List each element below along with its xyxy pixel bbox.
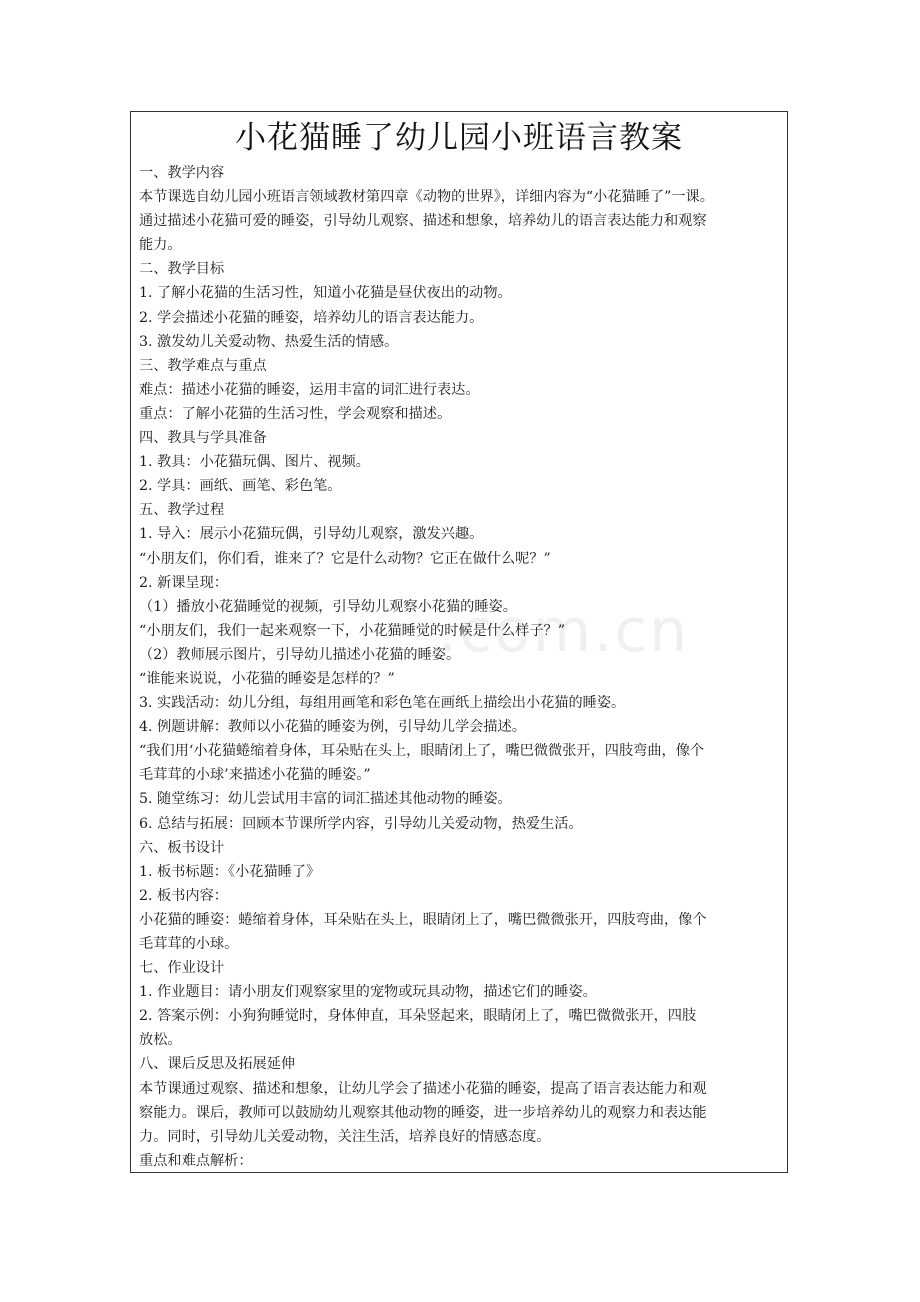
list-item: 1. 了解小花猫的生活习性，知道小花猫是昼伏夜出的动物。 <box>139 285 512 302</box>
text-line: 重点：了解小花猫的生活习性，学会观察和描述。 <box>139 405 452 422</box>
quote-line: “谁能来说说，小花猫的睡姿是怎样的？” <box>139 670 395 687</box>
list-item: 3. 激发幼儿关爱动物、热爱生活的情感。 <box>139 333 399 350</box>
text-line: 难点：描述小花猫的睡姿，运用丰富的词汇进行表达。 <box>139 381 480 398</box>
document-frame <box>130 111 788 1173</box>
section-heading: 六、板书设计 <box>139 839 225 856</box>
text-line: 本节课选自幼儿园小班语言领域教材第四章《动物的世界》，详细内容为“小花猫睡了”一课。 <box>139 189 714 206</box>
section-heading: 七、作业设计 <box>139 960 225 977</box>
list-item: 1. 板书标题：《小花猫睡了》 <box>139 863 321 880</box>
text-line: 放松。 <box>139 1032 182 1049</box>
quote-line: “小朋友们，你们看，谁来了？它是什么动物？它正在做什么呢？” <box>139 550 551 567</box>
list-item: 2. 板书内容： <box>139 887 228 904</box>
text-line: （2）教师展示图片，引导幼儿描述小花猫的睡姿。 <box>139 646 461 663</box>
list-item: 2. 新课呈现： <box>139 574 228 591</box>
list-item: 1. 教具：小花猫玩偶、图片、视频。 <box>139 454 370 471</box>
section-heading: 三、教学难点与重点 <box>139 357 267 374</box>
document-title: 小花猫睡了幼儿园小班语言教案 <box>235 120 683 156</box>
text-line: 能力。 <box>139 237 182 254</box>
list-item: 2. 学会描述小花猫的睡姿，培养幼儿的语言表达能力。 <box>139 309 484 326</box>
text-line: （1）播放小花猫睡觉的视频，引导幼儿观察小花猫的睡姿。 <box>139 598 517 615</box>
text-line: 重点和难点解析： <box>139 1152 253 1169</box>
section-heading: 五、教学过程 <box>139 502 225 519</box>
list-item: 3. 实践活动：幼儿分组，每组用画笔和彩色笔在画纸上描绘出小花猫的睡姿。 <box>139 695 626 712</box>
text-line: 小花猫的睡姿：蜷缩着身体，耳朵贴在头上，眼睛闭上了，嘴巴微微张开，四肢弯曲，像个 <box>139 911 707 928</box>
section-heading: 八、课后反思及拓展延伸 <box>139 1056 296 1073</box>
list-item: 2. 学具：画纸、画笔、彩色笔。 <box>139 478 342 495</box>
list-item: 5. 随堂练习：幼儿尝试用丰富的词汇描述其他动物的睡姿。 <box>139 791 512 808</box>
text-line: 本节课通过观察、描述和想象，让幼儿学会了描述小花猫的睡姿，提高了语言表达能力和观 <box>139 1080 707 1097</box>
quote-line: 毛茸茸的小球’来描述小花猫的睡姿。” <box>139 767 371 784</box>
list-item: 1. 作业题目：请小朋友们观察家里的宠物或玩具动物，描述它们的睡姿。 <box>139 984 597 1001</box>
quote-line: “小朋友们，我们一起来观察一下，小花猫睡觉的时候是什么样子？” <box>139 622 565 639</box>
quote-line: “我们用‘小花猫蜷缩着身体，耳朵贴在头上，眼睛闭上了，嘴巴微微张开，四肢弯曲，像个 <box>139 743 705 760</box>
list-item: 2. 答案示例：小狗狗睡觉时，身体伸直，耳朵竖起来，眼睛闭上了，嘴巴微微张开，四肢 <box>139 1008 697 1025</box>
text-line: 力。同时，引导幼儿关爱动物，关注生活，培养良好的情感态度。 <box>139 1128 551 1145</box>
watermark: .com.cn <box>438 596 690 666</box>
section-heading: 二、教学目标 <box>139 261 225 278</box>
text-line: 毛茸茸的小球。 <box>139 936 239 952</box>
section-heading: 一、教学内容 <box>139 165 225 181</box>
document-body <box>131 161 787 1173</box>
list-item: 6. 总结与拓展：回顾本节课所学内容，引导幼儿关爱动物，热爱生活。 <box>139 815 583 832</box>
section-heading: 四、教具与学具准备 <box>139 430 267 447</box>
text-line: 通过描述小花猫可爱的睡姿，引导幼儿观察、描述和想象，培养幼儿的语言表达能力和观察 <box>139 213 707 230</box>
list-item: 1. 导入：展示小花猫玩偶，引导幼儿观察，激发兴趣。 <box>139 526 484 543</box>
list-item: 4. 例题讲解：教师以小花猫的睡姿为例，引导幼儿学会描述。 <box>139 719 526 736</box>
text-line: 察能力。课后，教师可以鼓励幼儿观察其他动物的睡姿，进一步培养幼儿的观察力和表达能 <box>139 1104 707 1121</box>
